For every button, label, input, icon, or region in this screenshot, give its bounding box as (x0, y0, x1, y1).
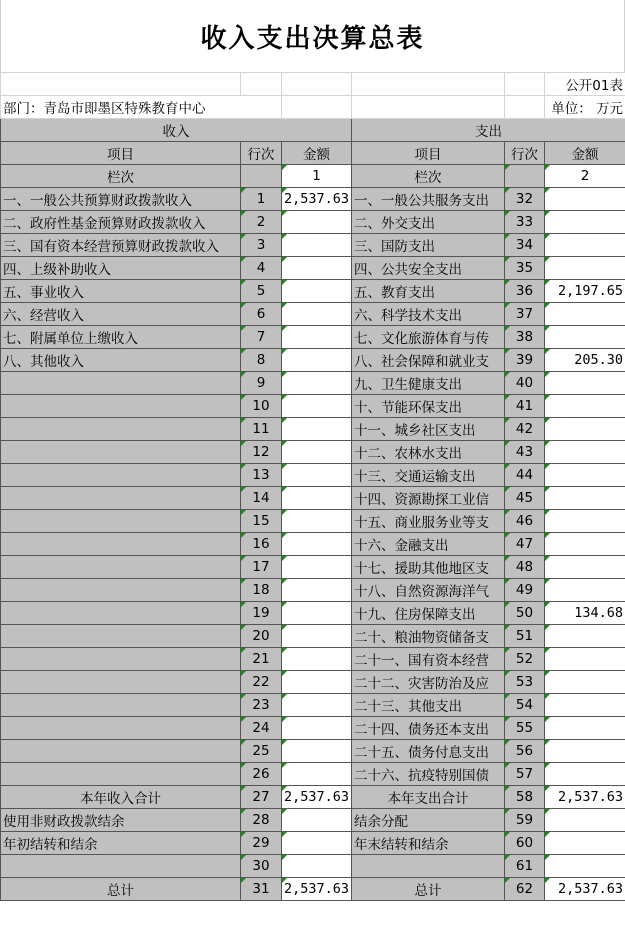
income-item (1, 717, 241, 740)
expense-item: 结余分配 (352, 809, 505, 832)
income-row-no: 24 (241, 717, 282, 740)
table-row (1, 257, 625, 280)
income-row-no: 31 (241, 878, 282, 901)
form-code-row (1, 73, 625, 96)
expense-amount[interactable] (545, 648, 625, 671)
income-row-no: 6 (241, 303, 282, 326)
expense-item: 十一、城乡社区支出 (352, 418, 505, 441)
expense-row-no: 34 (505, 234, 545, 257)
table-row (1, 418, 625, 441)
expense-amount[interactable] (545, 211, 625, 234)
income-item: 本年收入合计 (1, 786, 241, 809)
table-row (1, 579, 625, 602)
income-item (1, 855, 241, 878)
income-amount[interactable] (282, 441, 352, 464)
income-row-no: 10 (241, 395, 282, 418)
expense-amount[interactable] (545, 188, 625, 211)
income-row-no: 11 (241, 418, 282, 441)
expense-amount[interactable]: 2,537.63 (545, 878, 625, 901)
expense-item (352, 855, 505, 878)
income-item (1, 648, 241, 671)
income-item (1, 740, 241, 763)
report-table (0, 72, 625, 901)
expense-row-no: 51 (505, 625, 545, 648)
expense-amount[interactable] (545, 441, 625, 464)
income-item (1, 441, 241, 464)
expense-item: 十五、商业服务业等支 (352, 510, 505, 533)
expense-item: 年末结转和结余 (352, 832, 505, 855)
expense-row-no: 50 (505, 602, 545, 625)
income-item: 总计 (1, 878, 241, 901)
expense-amount[interactable] (545, 372, 625, 395)
income-item (1, 533, 241, 556)
income-amount[interactable] (282, 372, 352, 395)
income-amount[interactable] (282, 257, 352, 280)
expense-row-no: 60 (505, 832, 545, 855)
income-item (1, 395, 241, 418)
expense-amount[interactable] (545, 418, 625, 441)
income-amount[interactable] (282, 395, 352, 418)
income-item: 八、其他收入 (1, 349, 241, 372)
income-amount[interactable] (282, 671, 352, 694)
expense-item: 十九、住房保障支出 (352, 602, 505, 625)
form-code: 公开01表 (545, 73, 625, 96)
income-row-no: 9 (241, 372, 282, 395)
expense-item: 五、教育支出 (352, 280, 505, 303)
expense-row-no: 47 (505, 533, 545, 556)
expense-row-no: 56 (505, 740, 545, 763)
expense-item: 一、一般公共服务支出 (352, 188, 505, 211)
income-row-no: 23 (241, 694, 282, 717)
expense-row-no: 41 (505, 395, 545, 418)
expense-item: 六、科学技术支出 (352, 303, 505, 326)
table-row (1, 717, 625, 740)
income-amount[interactable] (282, 648, 352, 671)
expense-row-no: 62 (505, 878, 545, 901)
expense-amount[interactable] (545, 855, 625, 878)
expense-item: 二十三、其他支出 (352, 694, 505, 717)
table-row (1, 740, 625, 763)
expense-row-no: 35 (505, 257, 545, 280)
income-row-no: 4 (241, 257, 282, 280)
income-amount[interactable] (282, 625, 352, 648)
income-amount[interactable] (282, 694, 352, 717)
income-amount[interactable] (282, 533, 352, 556)
income-row-no: 26 (241, 763, 282, 786)
table-row (1, 441, 625, 464)
income-amount[interactable] (282, 487, 352, 510)
expense-amount[interactable] (545, 234, 625, 257)
expense-amount[interactable]: 2,197.65 (545, 280, 625, 303)
income-row-no: 30 (241, 855, 282, 878)
table-row (1, 280, 625, 303)
income-amount[interactable] (282, 464, 352, 487)
expense-row-no: 39 (505, 349, 545, 372)
expense-item: 三、国防支出 (352, 234, 505, 257)
income-row-no-header: 行次 (241, 142, 282, 165)
expense-row-no: 42 (505, 418, 545, 441)
income-row-no: 5 (241, 280, 282, 303)
income-amount[interactable] (282, 579, 352, 602)
expense-amount[interactable] (545, 510, 625, 533)
income-amount[interactable]: 2,537.63 (282, 878, 352, 901)
table-row (1, 763, 625, 786)
expense-amount[interactable] (545, 694, 625, 717)
expense-item-header: 项目 (352, 142, 505, 165)
income-amount[interactable] (282, 303, 352, 326)
income-item: 五、事业收入 (1, 280, 241, 303)
income-row-no: 20 (241, 625, 282, 648)
report-title: 收入支出决算总表 (0, 0, 625, 72)
expense-row-no-header: 行次 (505, 142, 545, 165)
expense-row-no: 44 (505, 464, 545, 487)
income-item (1, 464, 241, 487)
income-item (1, 556, 241, 579)
income-amount[interactable] (282, 855, 352, 878)
table-row (1, 510, 625, 533)
expense-item: 二十一、国有资本经营 (352, 648, 505, 671)
table-row (1, 625, 625, 648)
expense-item: 二十五、债务付息支出 (352, 740, 505, 763)
income-row-no: 29 (241, 832, 282, 855)
income-amount[interactable] (282, 418, 352, 441)
table-row (1, 648, 625, 671)
income-row-no: 21 (241, 648, 282, 671)
table-row (1, 464, 625, 487)
expense-item: 七、文化旅游体育与传 (352, 326, 505, 349)
income-amount[interactable]: 2,537.63 (282, 786, 352, 809)
expense-amount[interactable] (545, 533, 625, 556)
table-row (1, 303, 625, 326)
table-row (1, 487, 625, 510)
expense-row-no: 57 (505, 763, 545, 786)
expense-item: 九、卫生健康支出 (352, 372, 505, 395)
expense-row-no: 36 (505, 280, 545, 303)
income-item: 六、经营收入 (1, 303, 241, 326)
income-item (1, 694, 241, 717)
expense-amount[interactable] (545, 395, 625, 418)
income-item (1, 763, 241, 786)
income-item: 四、上级补助收入 (1, 257, 241, 280)
expense-amount[interactable] (545, 625, 625, 648)
expense-item: 二十四、债务还本支出 (352, 717, 505, 740)
expense-row-no: 55 (505, 717, 545, 740)
income-amount[interactable] (282, 510, 352, 533)
income-row-no: 2 (241, 211, 282, 234)
expense-row-no: 54 (505, 694, 545, 717)
income-item (1, 510, 241, 533)
expense-amount[interactable]: 134.68 (545, 602, 625, 625)
income-row-no: 12 (241, 441, 282, 464)
income-row-no: 8 (241, 349, 282, 372)
income-row-no: 19 (241, 602, 282, 625)
income-item (1, 579, 241, 602)
expense-row-no: 59 (505, 809, 545, 832)
expense-row-no: 43 (505, 441, 545, 464)
income-row-no: 18 (241, 579, 282, 602)
expense-amount[interactable] (545, 326, 625, 349)
income-row-no: 28 (241, 809, 282, 832)
expense-amount[interactable] (545, 832, 625, 855)
income-row-no: 27 (241, 786, 282, 809)
income-amount[interactable] (282, 602, 352, 625)
expense-row-no: 37 (505, 303, 545, 326)
expense-row-no: 49 (505, 579, 545, 602)
expense-row-no: 33 (505, 211, 545, 234)
income-amount[interactable] (282, 832, 352, 855)
expense-amount[interactable] (545, 717, 625, 740)
expense-amount[interactable] (545, 809, 625, 832)
income-amount[interactable] (282, 349, 352, 372)
income-amount[interactable] (282, 740, 352, 763)
expense-row-no: 32 (505, 188, 545, 211)
expense-header: 支出 (352, 119, 625, 142)
total-row (1, 855, 625, 878)
section-header-row (1, 119, 625, 142)
expense-row-no: 45 (505, 487, 545, 510)
income-header: 收入 (1, 119, 352, 142)
table-row (1, 372, 625, 395)
income-column-label: 栏次 (1, 165, 241, 188)
department-row (1, 96, 625, 119)
expense-row-no: 48 (505, 556, 545, 579)
income-column-index: 1 (282, 165, 352, 188)
expense-amount[interactable] (545, 740, 625, 763)
expense-amount[interactable] (545, 487, 625, 510)
income-item: 年初结转和结余 (1, 832, 241, 855)
income-item (1, 372, 241, 395)
income-item (1, 487, 241, 510)
table-row (1, 556, 625, 579)
table-row (1, 602, 625, 625)
column-header-row (1, 142, 625, 165)
total-row (1, 786, 625, 809)
income-row-no: 25 (241, 740, 282, 763)
income-row-no: 16 (241, 533, 282, 556)
department-label: 部门：青岛市即墨区特殊教育中心 (1, 96, 282, 119)
expense-item: 本年支出合计 (352, 786, 505, 809)
expense-amount[interactable] (545, 303, 625, 326)
expense-item: 八、社会保障和就业支 (352, 349, 505, 372)
income-item: 一、一般公共预算财政拨款收入 (1, 188, 241, 211)
expense-item: 二十二、灾害防治及应 (352, 671, 505, 694)
expense-item: 十、节能环保支出 (352, 395, 505, 418)
total-row (1, 832, 625, 855)
expense-amount[interactable] (545, 464, 625, 487)
table-row (1, 395, 625, 418)
income-item: 二、政府性基金预算财政拨款收入 (1, 211, 241, 234)
expense-row-no: 46 (505, 510, 545, 533)
expense-amount[interactable] (545, 556, 625, 579)
income-row-no: 13 (241, 464, 282, 487)
income-amount[interactable] (282, 326, 352, 349)
column-index-row (1, 165, 625, 188)
expense-amount[interactable]: 2,537.63 (545, 786, 625, 809)
income-amount[interactable] (282, 556, 352, 579)
expense-item: 十四、资源勘探工业信 (352, 487, 505, 510)
income-row-no: 3 (241, 234, 282, 257)
expense-amount[interactable] (545, 763, 625, 786)
income-row-no: 1 (241, 188, 282, 211)
table-row (1, 694, 625, 717)
expense-item: 总计 (352, 878, 505, 901)
income-amount[interactable] (282, 280, 352, 303)
total-row (1, 878, 625, 901)
expense-item: 二十六、抗疫特别国债 (352, 763, 505, 786)
income-item (1, 625, 241, 648)
table-row (1, 349, 625, 372)
expense-row-no: 52 (505, 648, 545, 671)
expense-item: 四、公共安全支出 (352, 257, 505, 280)
expense-item: 十七、援助其他地区支 (352, 556, 505, 579)
expense-amount[interactable] (545, 671, 625, 694)
expense-amount[interactable] (545, 579, 625, 602)
income-row-no: 7 (241, 326, 282, 349)
income-item: 七、附属单位上缴收入 (1, 326, 241, 349)
unit-label: 单位： 万元 (545, 96, 625, 119)
income-amount[interactable] (282, 234, 352, 257)
income-item: 三、国有资本经营预算财政拨款收入 (1, 234, 241, 257)
income-row-no: 15 (241, 510, 282, 533)
expense-column-index: 2 (545, 165, 625, 188)
income-amount[interactable] (282, 763, 352, 786)
expense-row-no: 61 (505, 855, 545, 878)
income-item (1, 602, 241, 625)
income-item (1, 671, 241, 694)
income-amount[interactable] (282, 809, 352, 832)
expense-item: 二、外交支出 (352, 211, 505, 234)
expense-item: 十三、交通运输支出 (352, 464, 505, 487)
expense-row-no: 53 (505, 671, 545, 694)
expense-item: 二十、粮油物资储备支 (352, 625, 505, 648)
table-row (1, 188, 625, 211)
expense-amount[interactable] (545, 257, 625, 280)
table-row (1, 533, 625, 556)
income-row-no: 22 (241, 671, 282, 694)
income-amount-header: 金额 (282, 142, 352, 165)
expense-row-no: 40 (505, 372, 545, 395)
income-row-no: 14 (241, 487, 282, 510)
expense-row-no: 58 (505, 786, 545, 809)
expense-item: 十六、金融支出 (352, 533, 505, 556)
total-row (1, 809, 625, 832)
expense-row-no: 38 (505, 326, 545, 349)
table-row (1, 671, 625, 694)
table-row (1, 234, 625, 257)
income-item-header: 项目 (1, 142, 241, 165)
table-row (1, 211, 625, 234)
expense-amount[interactable]: 205.30 (545, 349, 625, 372)
income-amount[interactable] (282, 211, 352, 234)
expense-amount-header: 金额 (545, 142, 625, 165)
income-row-no: 17 (241, 556, 282, 579)
expense-item: 十八、自然资源海洋气 (352, 579, 505, 602)
expense-item: 十二、农林水支出 (352, 441, 505, 464)
table-row (1, 326, 625, 349)
expense-column-label: 栏次 (352, 165, 505, 188)
income-item (1, 418, 241, 441)
income-item: 使用非财政拨款结余 (1, 809, 241, 832)
income-amount[interactable] (282, 717, 352, 740)
income-amount[interactable]: 2,537.63 (282, 188, 352, 211)
